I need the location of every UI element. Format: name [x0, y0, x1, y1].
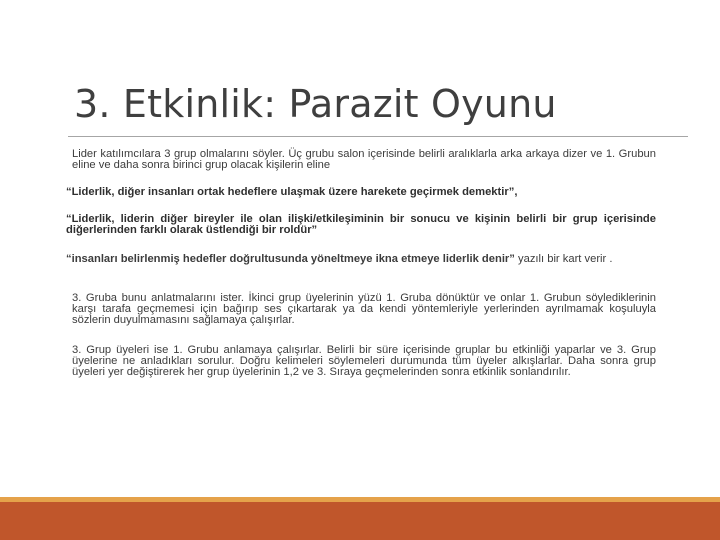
paragraph-group-2: 3. Gruba bunu anlatmalarını ister. İkinci grup üyelerinin yüzü 1. Gruba dönüktür ve onlar 1. Grubun söylediklerinin karşı tarafa geçmemesi için bağırıp ses çıkartarak ya da kendi yöntemleriyle yerlerinden ayrılmamak koşuluyla sözlerin duyulmamasını sağlamaya çalışırlar.	[72, 292, 656, 326]
paragraph-group-3: 3. Grup üyeleri ise 1. Grubu anlamaya çalışırlar. Belirli bir süre içerisinde gruplar bu etkinliği yaparlar ve 3. Grup üyelerine ne anladıkları sorulur. Doğru kelimeleri söylemeleri durumunda tüm üyeler alkışlarlar. Daha sonra grup üyeleri yer değiştirerek her grup üyelerinin 1,2 ve 3. Sıraya geçmelerinden sonra etkinlik sonlandırılır.	[72, 344, 656, 378]
quote-3-paragraph	[66, 254, 656, 265]
quote-1: “Liderlik, diğer insanları ortak hedeflere ulaşmak üzere harekete geçirmek demektir”,	[66, 186, 518, 198]
quote-2: “Liderlik, liderin diğer bireyler ile olan ilişki/etkileşiminin bir sonucu ve kişinin belirli bir grup içerisinde diğerlerinden farklı olarak üstlendiği bir roldür”	[66, 213, 656, 236]
quote-3-suffix: yazılı bir kart verir .	[514, 253, 613, 265]
paragraph-intro: Lider katılımcılara 3 grup olmalarını söyler. Üç grubu salon içerisinde belirli aralıklarla arka arkaya dizer ve 1. Grubun eline ve daha sonra birinci grup olacak kişilerin eline	[72, 148, 656, 171]
footer-accent-line	[0, 497, 720, 502]
slide-title: 3. Etkinlik: Parazit Oyunu	[74, 82, 557, 126]
footer-bar	[0, 497, 720, 540]
quote-3: “insanları belirlenmiş hedefler doğrultusunda yöneltmeye ikna etmeye liderlik denir”	[66, 253, 515, 265]
title-divider	[68, 136, 688, 137]
